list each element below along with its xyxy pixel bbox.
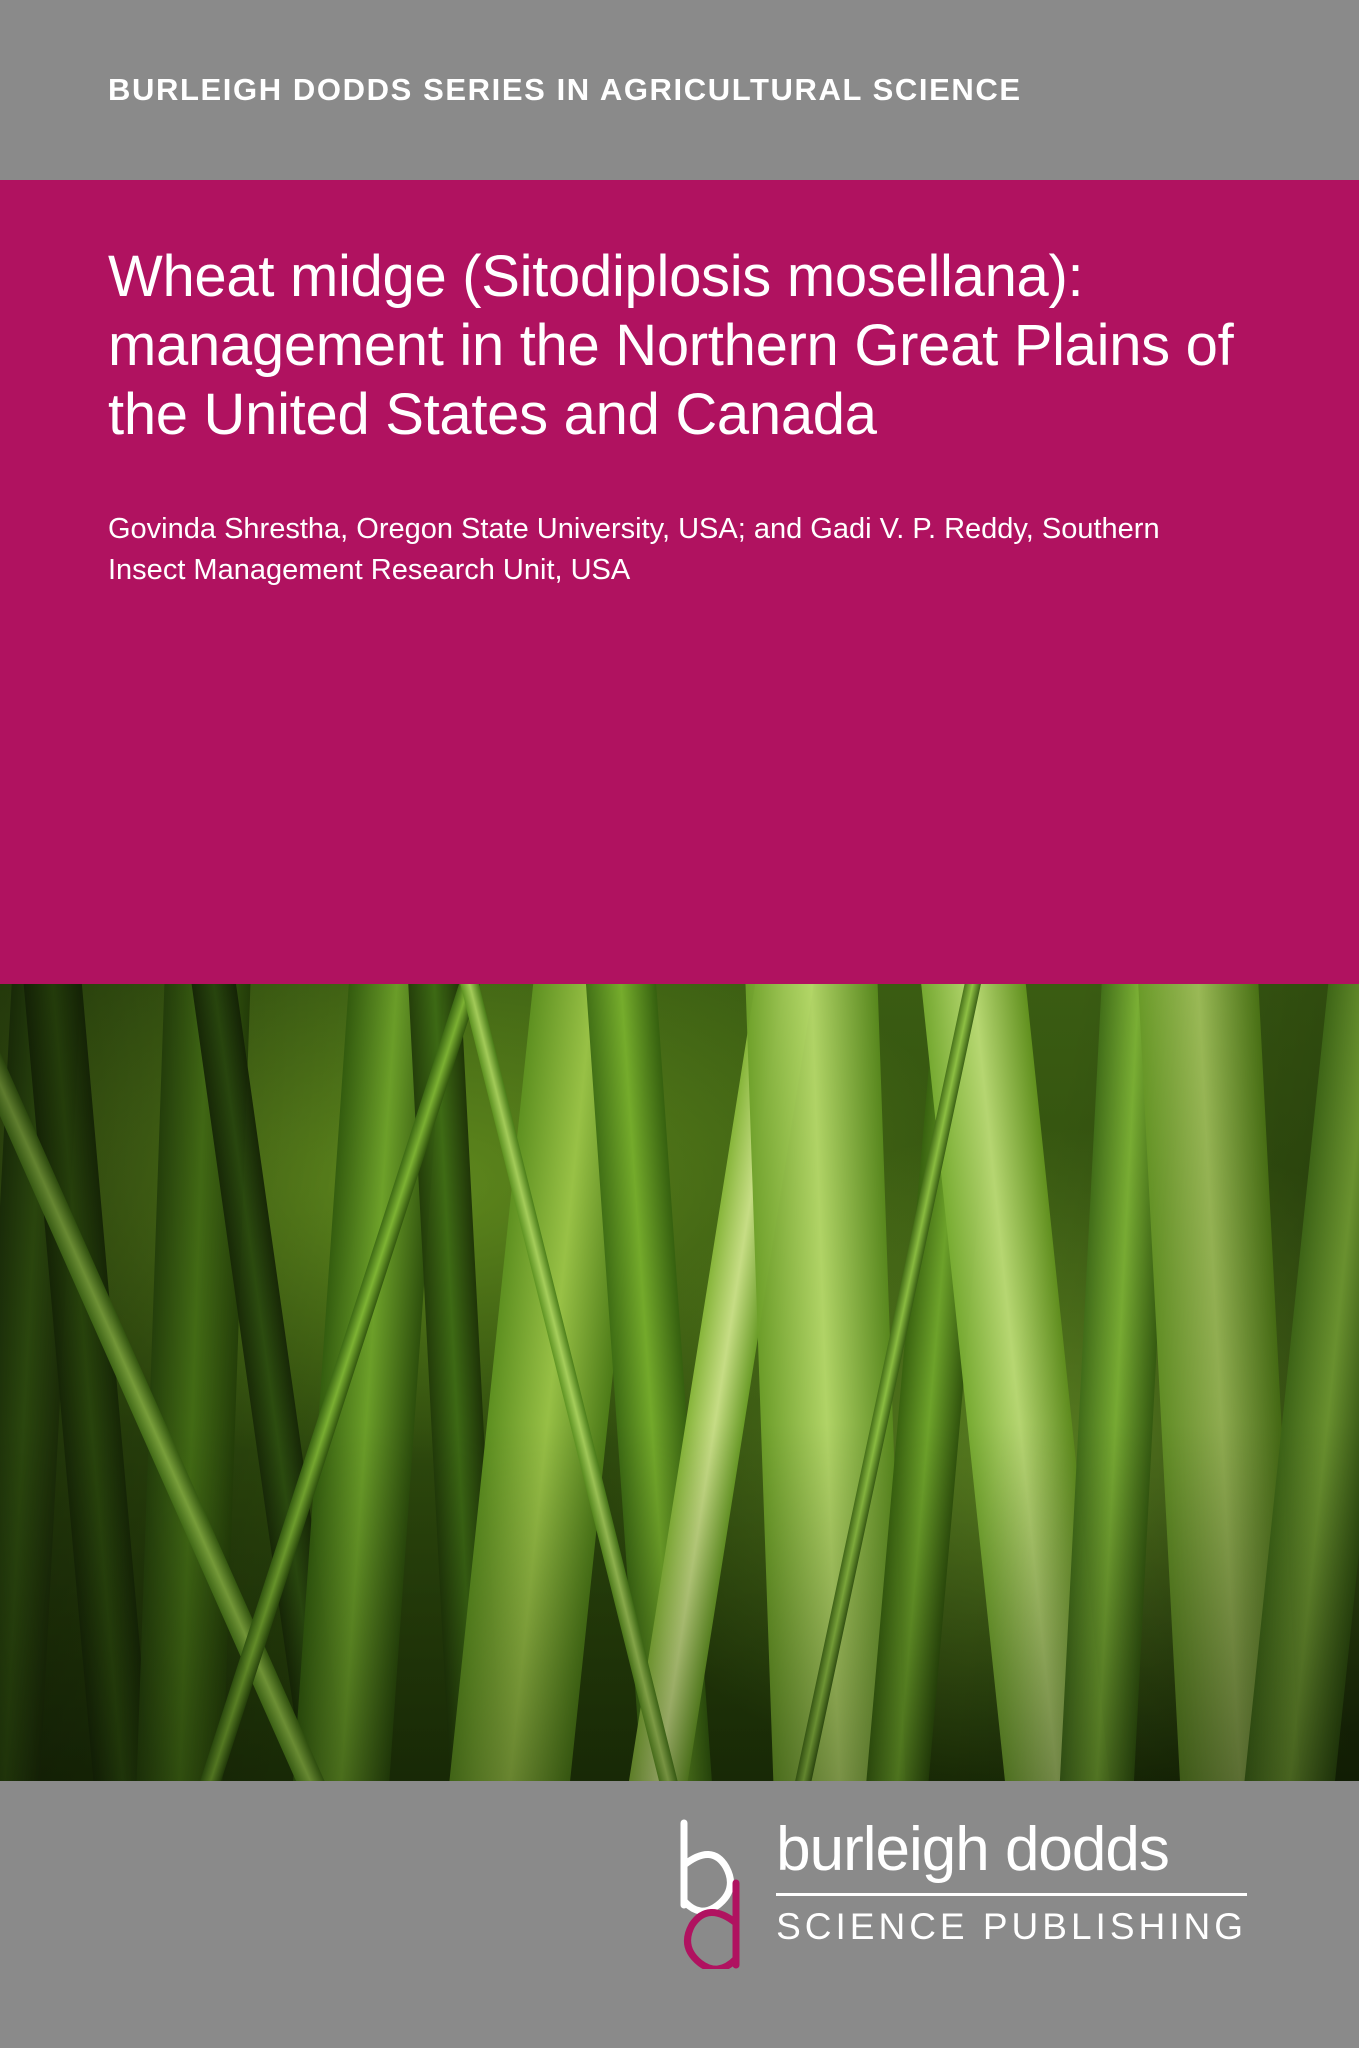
publisher-band xyxy=(0,1781,1359,2048)
series-band xyxy=(0,0,1359,180)
page-title: Wheat midge (Sitodiplosis mosellana): management in the Northern Great Plains of the United States and Canada xyxy=(108,244,1234,448)
title-block xyxy=(0,180,1359,984)
publisher-tagline: SCIENCE PUBLISHING xyxy=(776,1906,1247,1947)
bd-monogram-icon xyxy=(674,1819,760,1969)
series-title: BURLEIGH DODDS SERIES IN AGRICULTURAL SCIENCE xyxy=(108,72,1022,107)
cover-photograph xyxy=(0,984,1359,1781)
publisher-logo xyxy=(674,1815,1247,1969)
author-list: Govinda Shrestha, Oregon State University, USA; and Gadi V. P. Reddy, Southern Insect Management Research Unit, USA xyxy=(108,513,1160,587)
publisher-name: burleigh dodds xyxy=(776,1815,1169,1884)
wheat-blades xyxy=(0,984,1359,1781)
logo-divider xyxy=(776,1893,1247,1896)
